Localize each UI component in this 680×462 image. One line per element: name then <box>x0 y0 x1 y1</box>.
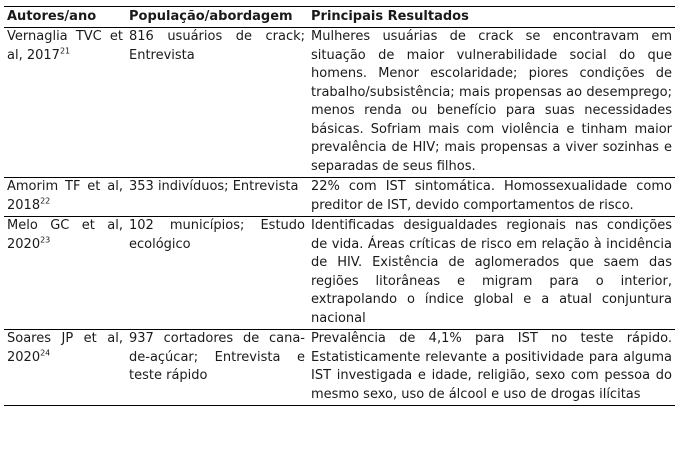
table-row <box>4 28 675 178</box>
table-row <box>4 330 675 406</box>
reference-number: 22 <box>40 196 51 206</box>
results-table <box>4 6 675 406</box>
header-row <box>4 7 675 28</box>
results-cell: Identificadas desigualdades regionais nas condições de vida. Áreas críticas de risco em relação à incidência de HIV. Existência de aglomerados que saem das regiões litorâneas e migram para o interior, extrapolando o índice global e a atual conjuntura nacional <box>308 217 675 330</box>
author-text: Soares JP et al, 2020 <box>7 331 123 365</box>
author-text: Melo GC et al, 2020 <box>7 218 123 252</box>
author-cell <box>4 28 126 178</box>
author-cell <box>4 178 126 217</box>
table-row <box>4 217 675 330</box>
population-cell: 102 municípios; Estudo ecológico <box>126 217 308 330</box>
population-cell: 353 indivíduos; Entrevista <box>126 178 308 217</box>
header-population: População/abordagem <box>126 7 308 28</box>
population-cell: 937 cortadores de cana-de-açúcar; Entrevista e teste rápido <box>126 330 308 406</box>
header-authors: Autores/ano <box>4 7 126 28</box>
author-text: Amorim TF et al, 2018 <box>7 179 123 213</box>
results-cell: 22% com IST sintomática. Homossexualidade como preditor de IST, devido comportamentos de risco. <box>308 178 675 217</box>
reference-number: 23 <box>40 235 51 245</box>
reference-number: 21 <box>59 46 71 56</box>
author-text: Vernaglia TVC et al, 2017 <box>7 29 123 63</box>
table-row <box>4 178 675 217</box>
results-cell: Mulheres usuárias de crack se encontravam em situação de maior vulnerabilidade social do que homens. Menor escolaridade; piores condições de trabalho/subsistência; mais propensas ao desemprego; menos renda ou benefício para suas necessidades básicas. Sofriam mais com violência e tinham maior prevalência de HIV; mais propensas a viver sozinhas e separadas de seus filhos. <box>308 28 675 178</box>
author-cell <box>4 217 126 330</box>
author-cell <box>4 330 126 406</box>
reference-number: 24 <box>40 348 51 358</box>
results-cell: Prevalência de 4,1% para IST no teste rápido. Estatisticamente relevante a positividade para alguma IST investigada e idade, religião, sexo com pessoa do mesmo sexo, uso de álcool e uso de drogas ilícitas <box>308 330 675 406</box>
header-results: Principais Resultados <box>308 7 675 28</box>
population-cell: 816 usuários de crack; Entrevista <box>126 28 308 178</box>
